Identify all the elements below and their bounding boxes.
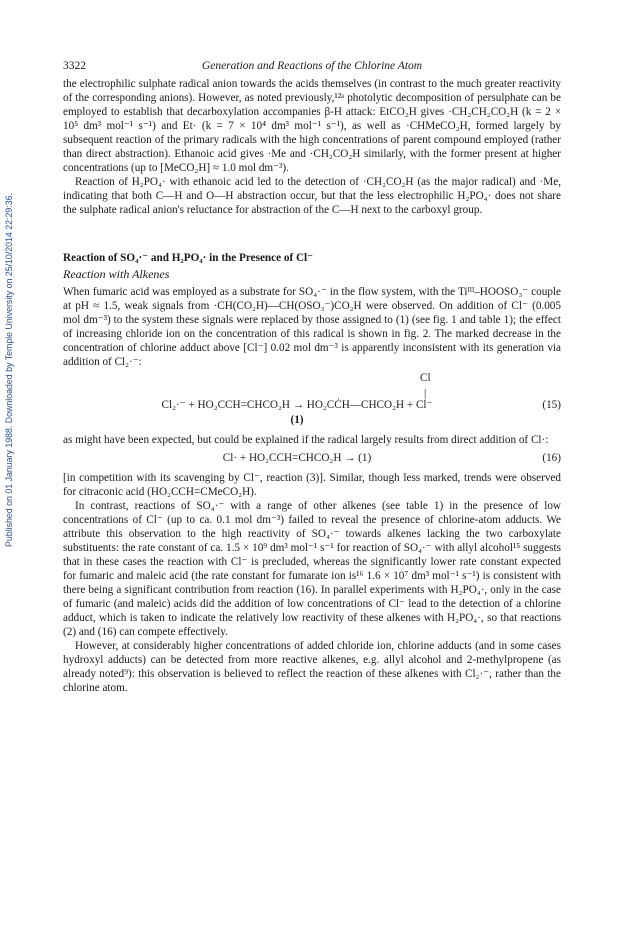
paragraph-explanation: as might have been expected, but could be explained if the radical largely results from direct addition of Cl·: — [63, 434, 549, 446]
paragraph-continuation: the electrophilic sulphate radical anion towards the acids themselves (in contrast to the much greater reactivity of the corresponding anions). However, as noted previously,¹²ᵃ photolytic decomposition of persulphate can be employed to establish that decarboxylation accompanies β-H attack: EtCO₂H gives ·CH₂CH₂CO₂H (k = 2 × 10⁵ dm³ mol⁻¹ s⁻¹) and Et· (k = 7 × 10⁴ dm³ mol⁻¹ s⁻¹), as well as ·CHMeCO₂H, formed largely by subsequent reaction of the primary radicals with the high concentrations of parent compound employed (rather than direct abstraction). Ethanoic acid gives ·Me and ·CH₂CO₂H similarly, with the former present at higher concentrations (up to [MeCO₂H] ≈ 1.0 mol dm⁻³). — [63, 78, 561, 174]
section-heading: Reaction of SO₄·⁻ and H₂PO₄· in the Presence of Cl⁻ — [63, 252, 314, 264]
equation-16 — [63, 451, 561, 467]
equation-16-formula: Cl· + HO₂CCH=CHCO₂H → (1) — [222, 452, 372, 464]
paragraph-fumaric: When fumaric acid was employed as a substrate for SO₄·⁻ in the flow system, with the Tiᴵᴵᴵ–HOOSO₃⁻ couple at pH ≈ 1.5, weak signals from ·CH(CO₂H)—CH(OSO₃⁻)CO₂H were observed. On addition of Cl⁻ (0.005 mol dm⁻³) to the system these signals were replaced by those assigned to (1) (see fig. 1 and table 1); the effect of increasing chloride ion on the concentration of this radical is shown in fig. 2. The marked decrease in the concentration of chlorine adduct above [Cl⁻] 0.02 mol dm⁻³ is apparently inconsistent with its generation via addition of Cl₂·⁻: — [63, 286, 561, 368]
equation-16-number: (16) — [542, 452, 561, 464]
equation-15-product-label: (1) — [290, 414, 304, 426]
paragraph-contrast: In contrast, reactions of SO₄·⁻ with a range of other alkenes (see table 1) in the presence of low concentrations of Cl⁻ (up to ca. 0.1 mol dm⁻³) failed to reveal the presence of chlorine-atom adducts. We attribute this observation to the high reactivity of SO₄·⁻ towards alkenes lacking the two carboxylate substituents: the rate constant of ca. 1.5 × 10⁹ dm³ mol⁻¹ s⁻¹ for reaction of SO₄·⁻ with allyl alcohol¹⁵ suggests that in these cases the reaction with Cl⁻ is precluded, whereas the significantly lower rate constant expected for fumaric and maleic acid (the rate constant for fumarate ion is¹⁶ 1.6 × 10⁷ dm³ mol⁻¹ s⁻¹) is consistent with there being a significant contribution from reaction (16). In parallel experiments with H₂PO₄·, only in the case of fumaric (and maleic) acids did the addition of low concentrations of Cl⁻ lead to the detection of a chlorine adduct, which is taken to indicate the relatively low reactivity of these alkenes with H₂PO₄·, so that reactions (2) and (16) can compete effectively. — [63, 500, 561, 638]
equation-15 — [63, 371, 561, 429]
equation-15-bond: | — [424, 388, 427, 400]
download-watermark-text: Published on 01 January 1988. Downloaded by Temple University on 25/10/2014 22:29:36. — [4, 193, 14, 547]
paragraph-higher-concentrations: However, at considerably higher concentrations of added chloride ion, chlorine adducts (and in some cases hydroxyl adducts) can be detected from more reactive alkenes, e.g. allyl alcohol and 2-methylpropene (as already noted⁹): this observation is believed to reflect the reaction of these alkenes with Cl₂·⁻, rather than the chlorine atom. — [63, 640, 561, 694]
download-watermark — [2, 150, 16, 590]
page-number: 3322 — [63, 60, 86, 72]
equation-15-substituent: Cl — [420, 372, 431, 384]
article-body — [63, 77, 561, 695]
equation-15-formula: Cl₂·⁻ + HO₂CCH=CHCO₂H → HO₂CĊH—CHCO₂H + Cl⁻ — [161, 399, 433, 411]
subsection-heading: Reaction with Alkenes — [63, 267, 170, 281]
paragraph-h2po4-ethanoic: Reaction of H₂PO₄· with ethanoic acid led to the detection of ·CH₂CO₂H (as the major radical) and ·Me, indicating that both C—H and O—H abstraction occur, but that the less electrophilic H₂PO₄· does not share the sulphate radical anion's reluctance for abstraction of the C—H next to the carboxyl group. — [63, 176, 561, 216]
paragraph-competition: [in competition with its scavenging by Cl⁻, reaction (3)]. Similar, though less marked, trends were observed for citraconic acid (HO₂CCH=CMeCO₂H). — [63, 472, 561, 498]
equation-15-number: (15) — [542, 399, 561, 411]
running-title: Generation and Reactions of the Chlorine Atom — [201, 60, 423, 72]
